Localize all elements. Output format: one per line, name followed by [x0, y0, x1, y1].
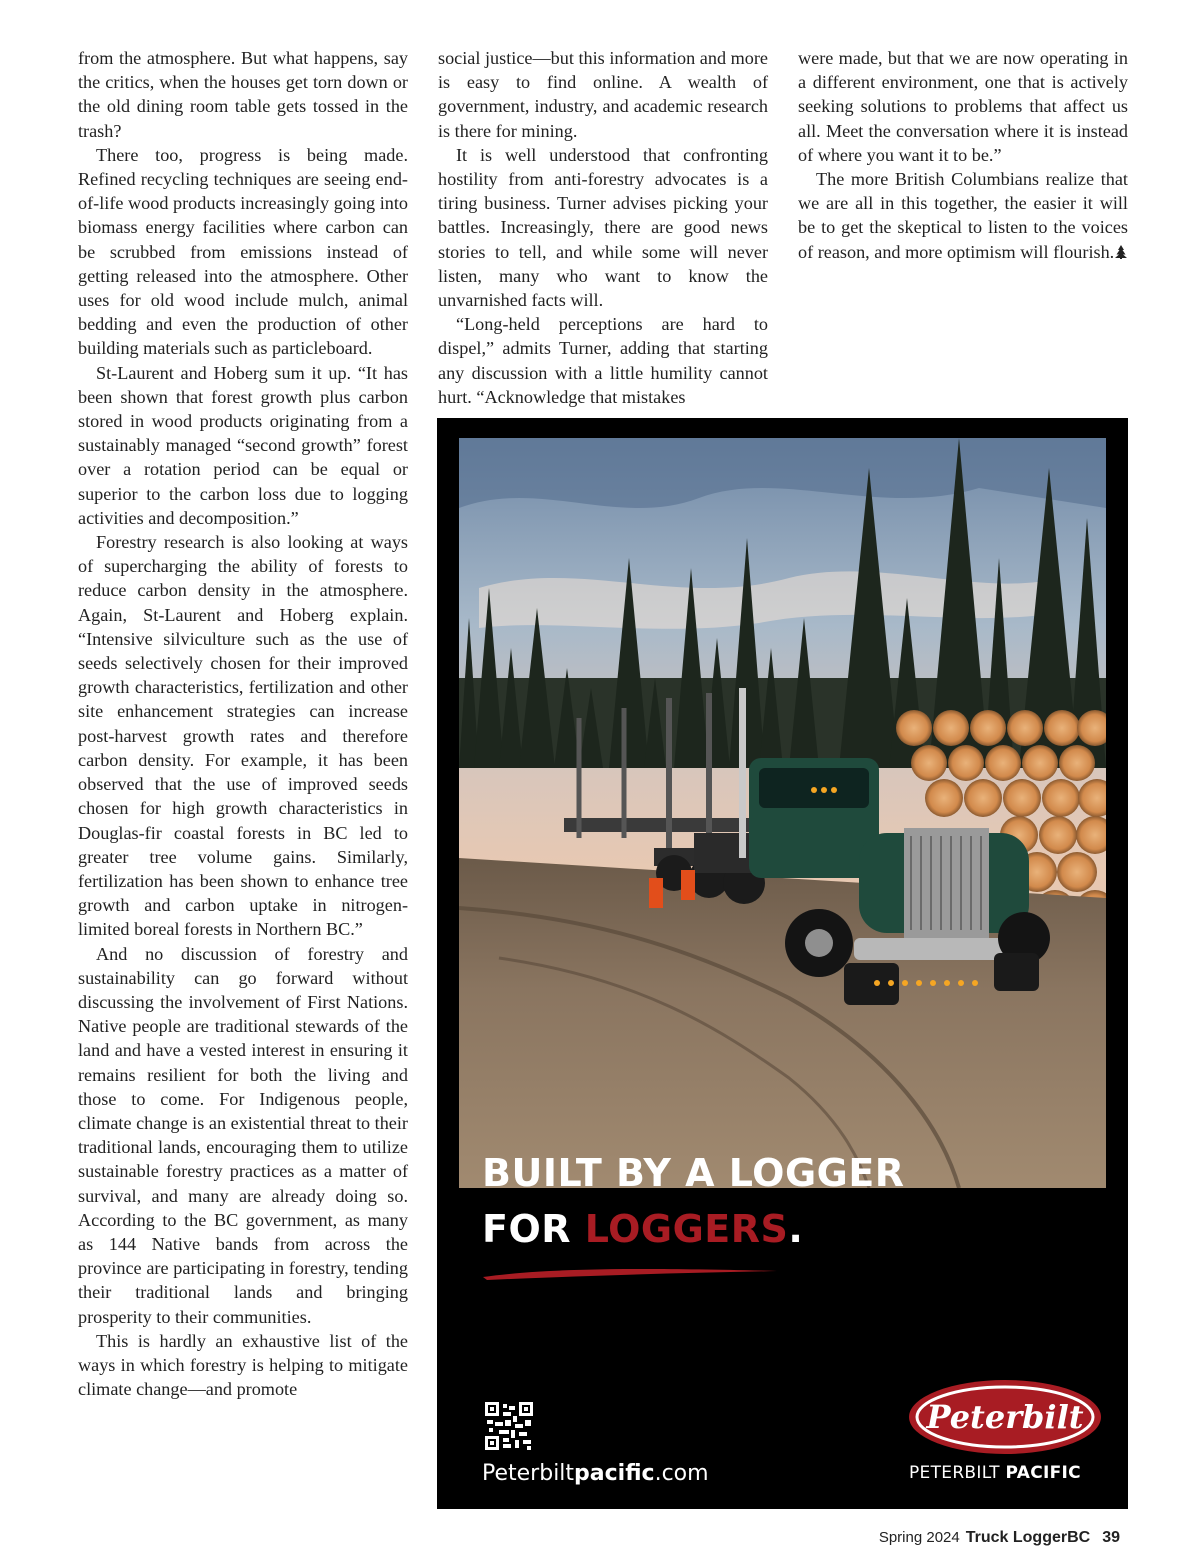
- paragraph: It is well understood that confronting hostility from anti-forestry advocates is a tiring business. Turner advises picking your battles. Increasingly, there are good news stories to tell, and while some will never listen, many who want to know the unvarnished facts will.: [438, 144, 768, 311]
- brand-regular: PETERBILT: [909, 1463, 1000, 1483]
- tree-icon: [1115, 245, 1127, 259]
- paragraph: There too, progress is being made. Refined recycling techniques are seeing end-of-life wood products increasingly going into biomass energy facilities where carbon can be scrubbed from emissions instead of getting released into the atmosphere. Other uses for old wood include mulch, animal bedding and even the production of other building materials such as particleboard.: [78, 144, 408, 359]
- ad-headline-line-2: [482, 1207, 803, 1251]
- magazine-name: Truck LoggerBC: [965, 1529, 1091, 1546]
- url-suffix: .com: [654, 1461, 709, 1486]
- ad-headline-line-1: BUILT BY A LOGGER: [482, 1151, 905, 1195]
- article-column-2: [438, 46, 768, 409]
- paragraph: Forestry research is also looking at ways of supercharging the ability of forests to reduce carbon density in the atmosphere. Again, St-Laurent and Hoberg explain. “Intensive silviculture such as the use of seeds selectively chosen for their improved growth characteristics, fertilization and other site enhancement strategies can increase post-harvest growth rates and therefore carbon density. For example, it has been observed that the use of improved seeds chosen for high growth characteristics in Douglas-fir coastal forests in BC led to greater tree volume gains. Similarly, fertilization has been shown to enhance tree growth and carbon uptake in nitrogen-limited boreal forests in Northern BC.”: [78, 532, 408, 940]
- paragraph: from the atmosphere. But what happens, say the critics, when the houses get torn down or the old dining room table gets tossed in the trash?: [78, 48, 408, 141]
- peterbilt-advertisement: [437, 418, 1128, 1509]
- logo-text: Peterbilt: [926, 1398, 1084, 1436]
- page-number: 39: [1102, 1529, 1120, 1546]
- logging-truck-photo: [459, 438, 1106, 1188]
- website-link[interactable]: [482, 1461, 709, 1486]
- brand-bold: PACIFIC: [1005, 1463, 1081, 1483]
- url-bold: pacific: [574, 1461, 655, 1486]
- paragraph-text: The more British Columbians realize that we are all in this together, the easier it will be to get the skeptical to listen to the voices of reason, and more optimism will flourish.: [798, 169, 1128, 262]
- headline-suffix: .: [788, 1207, 804, 1251]
- peterbilt-logo: [907, 1378, 1103, 1456]
- url-regular: Peterbilt: [482, 1461, 575, 1486]
- headline-highlight: LOGGERS: [584, 1207, 789, 1251]
- page-footer: [879, 1529, 1120, 1547]
- paragraph: “Long-held perceptions are hard to dispel,” admits Turner, adding that starting any discussion with a little humility cannot hurt. “Acknowledge that mistakes: [438, 314, 768, 407]
- brand-name: [909, 1463, 1081, 1483]
- article-column-3: [798, 46, 1128, 264]
- paragraph: [798, 167, 1128, 264]
- issue-season: Spring 2024: [878, 1529, 960, 1546]
- qr-code-icon[interactable]: [485, 1402, 533, 1450]
- paragraph: This is hardly an exhaustive list of the ways in which forestry is helping to mitigate climate change—and promote: [78, 1330, 408, 1400]
- article-column-1: [78, 46, 408, 1401]
- paragraph: St-Laurent and Hoberg sum it up. “It has been shown that forest growth plus carbon stored in wood products originating from a sustainably managed “second growth” forest over a rotation period can be equal or superior to the carbon loss due to logging activities and decomposition.”: [78, 362, 408, 528]
- headline-prefix: FOR: [482, 1207, 585, 1251]
- paragraph: And no discussion of forestry and sustainability can go forward without discussing the involvement of First Nations. Native people are traditional stewards of the land and have a vested interest in ensuring it remains resilient for both the living and those to come. For Indigenous people, climate change is an existential threat to their traditional lands, encouraging them to utilize sustainable forestry practices as a matter of survival, and many are already doing so. According to the BC government, as many as 144 Native bands from across the province are participating in forestry, tending their traditional lands and bringing prosperity to their communities.: [78, 943, 408, 1327]
- paragraph: social justice—but this information and more is easy to find online. A wealth of government, industry, and academic research is there for mining.: [438, 48, 768, 141]
- paragraph: were made, but that we are now operating in a different environment, one that is actively seeking solutions to problems that affect us all. Meet the conversation where it is instead of where you want it to be.”: [798, 48, 1128, 165]
- red-swoosh-decoration: [481, 1265, 781, 1281]
